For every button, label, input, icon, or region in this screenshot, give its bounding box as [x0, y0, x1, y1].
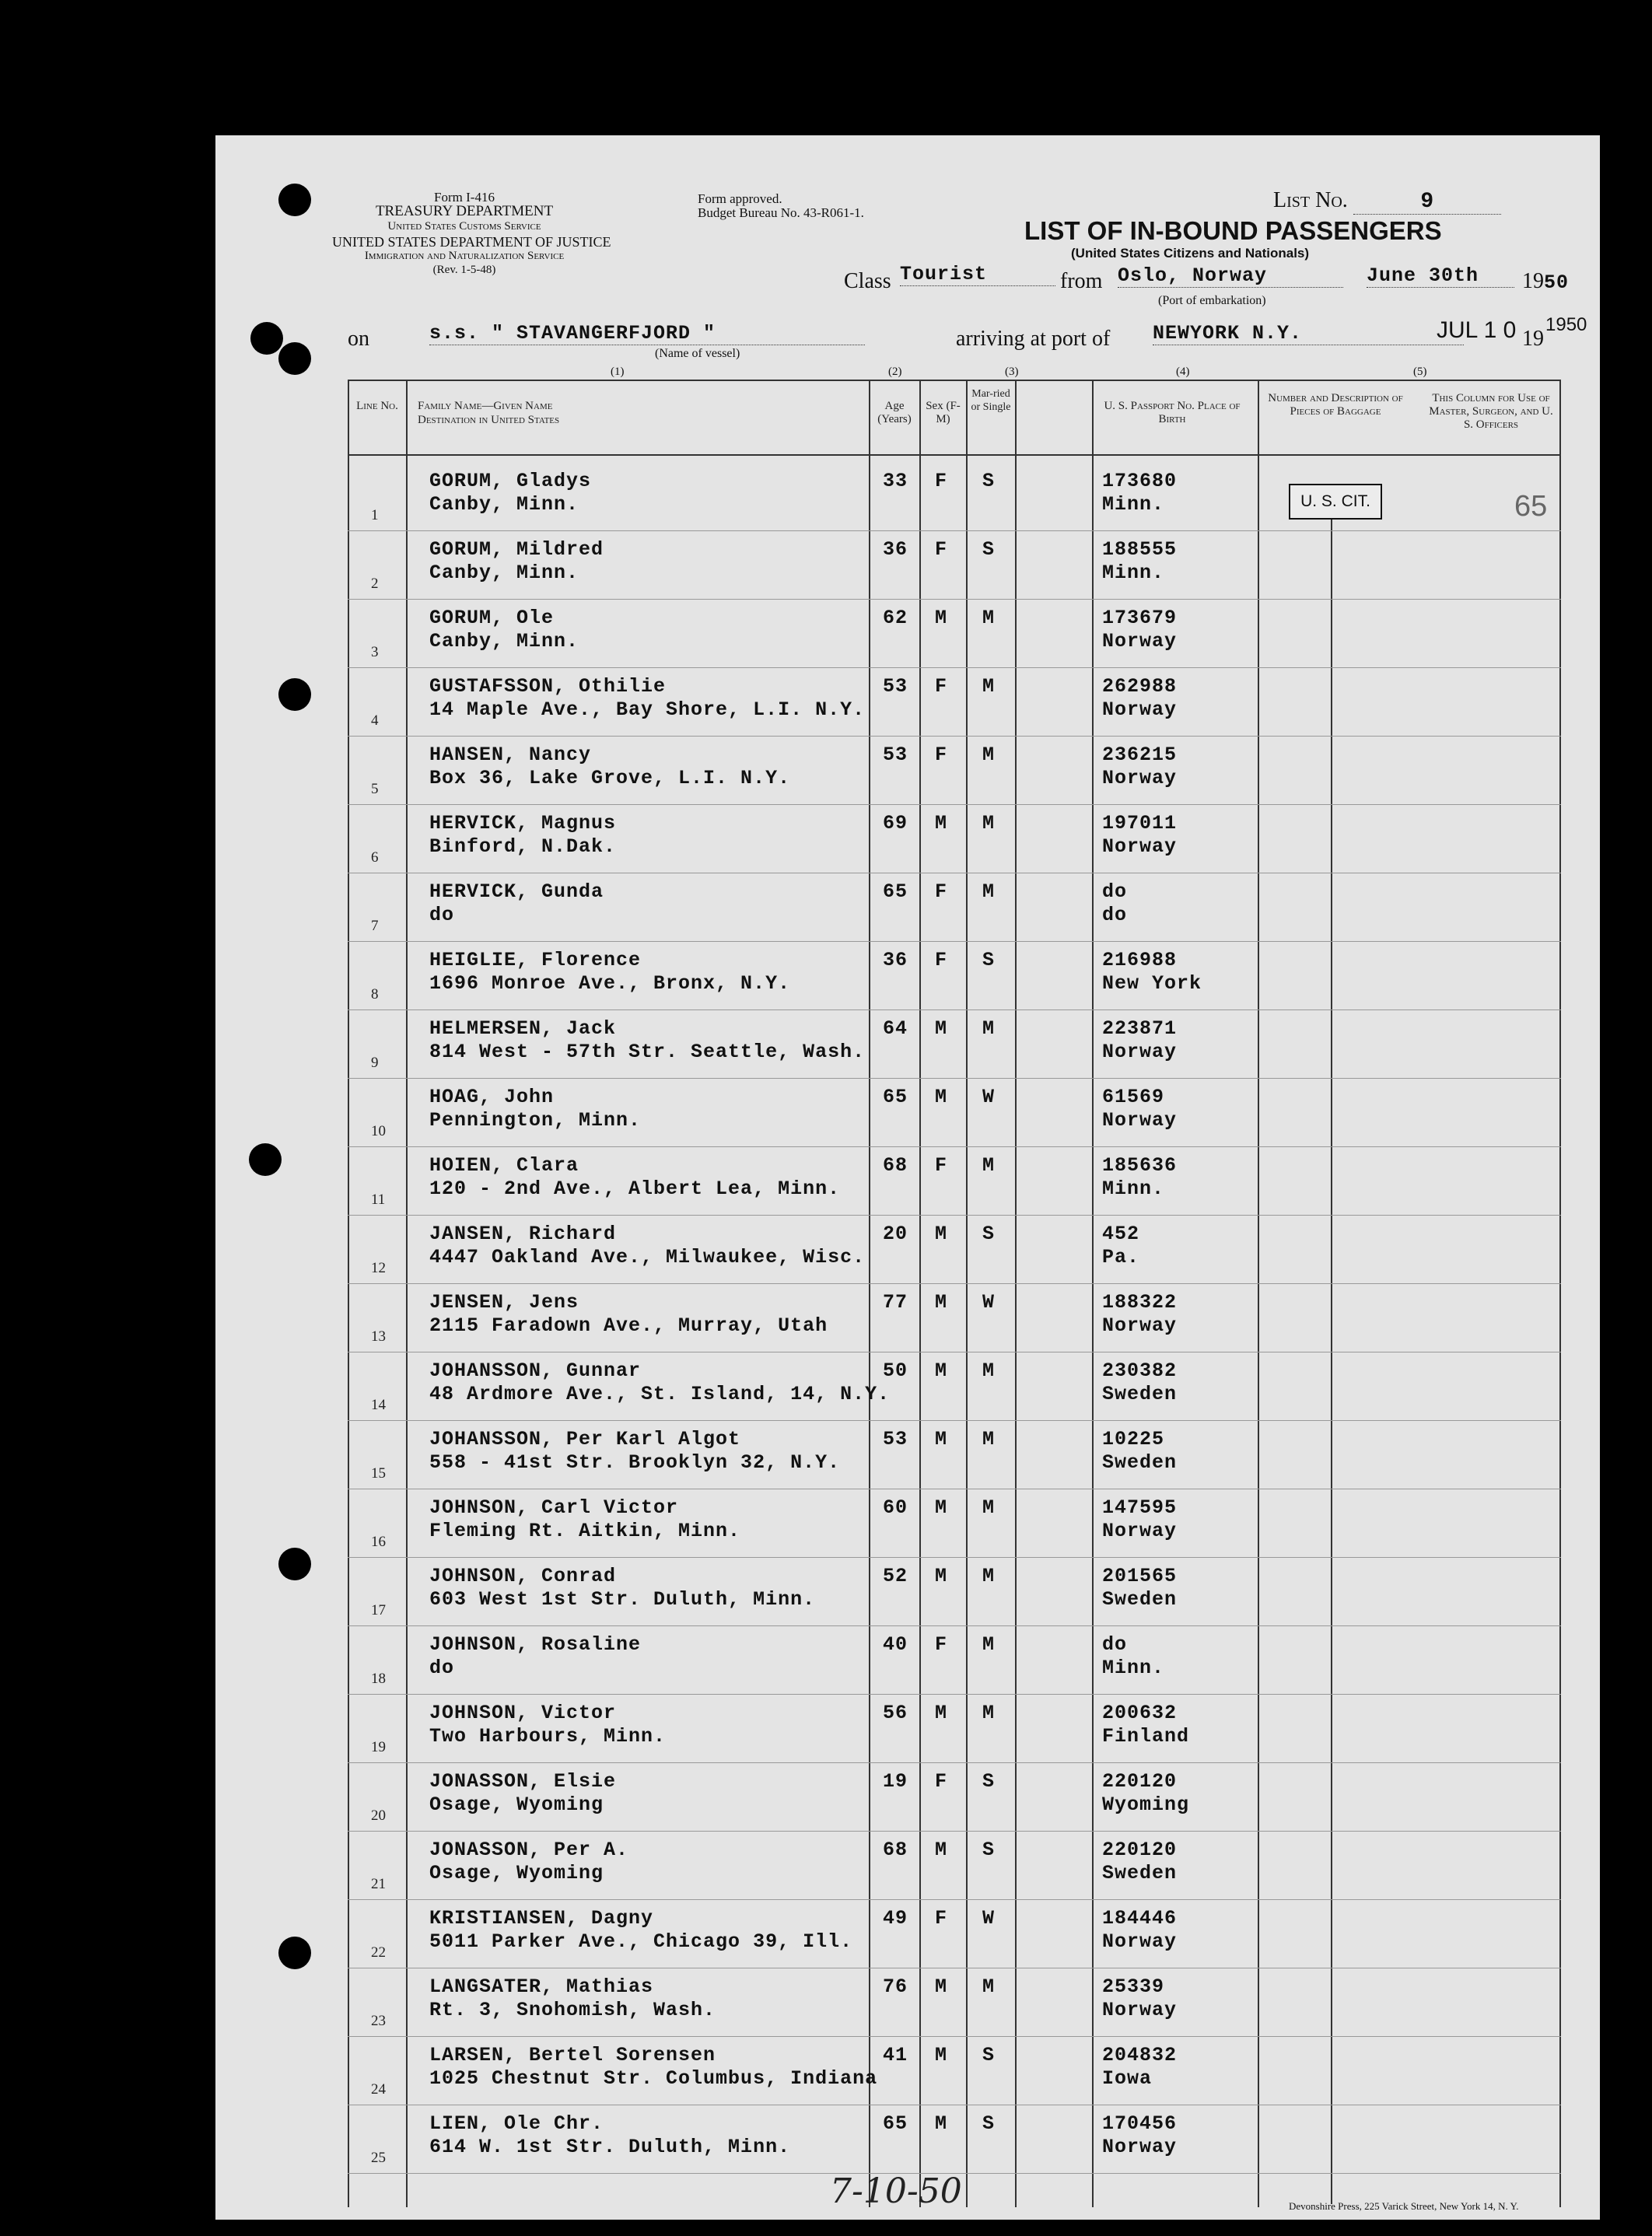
passenger-age: 53 — [883, 744, 908, 766]
passenger-sex: M — [935, 2044, 948, 2066]
binder-hole — [278, 342, 311, 375]
row-divider — [348, 941, 1561, 942]
passenger-marital-status: W — [982, 1086, 996, 1108]
col-number-4: (4) — [1176, 366, 1190, 378]
row-divider — [348, 667, 1561, 668]
embarkation-caption: (Port of embarkation) — [1158, 294, 1266, 307]
row-divider — [348, 1078, 1561, 1079]
passenger-age: 52 — [883, 1565, 908, 1587]
officer-handline — [1331, 516, 1332, 2204]
place-of-birth: New York — [1102, 972, 1202, 995]
line-number: 18 — [371, 1671, 386, 1687]
col-header-passport: U. S. Passport No. Place of Birth — [1104, 400, 1241, 425]
place-of-birth: Minn. — [1102, 1657, 1165, 1679]
passenger-sex: M — [935, 607, 948, 629]
passenger-destination: 1696 Monroe Ave., Bronx, N.Y. — [429, 972, 791, 995]
arrival-port: NEWYORK N.Y. — [1153, 322, 1464, 345]
line-number: 19 — [371, 1739, 386, 1755]
row-divider — [348, 736, 1561, 737]
passenger-destination: 814 West - 57th Str. Seattle, Wash. — [429, 1041, 866, 1063]
passenger-sex: M — [935, 1496, 948, 1519]
passenger-age: 68 — [883, 1154, 908, 1177]
place-of-birth: Norway — [1102, 698, 1178, 721]
passenger-marital-status: M — [982, 675, 996, 698]
passport-number: 61569 — [1102, 1086, 1165, 1108]
passenger-sex: F — [935, 538, 948, 561]
passenger-age: 20 — [883, 1223, 908, 1245]
passenger-sex: M — [935, 1565, 948, 1587]
line-number: 3 — [371, 644, 379, 660]
line-number: 21 — [371, 1876, 386, 1892]
line-no-rule — [406, 380, 408, 2207]
list-number: List No. 9 — [1273, 188, 1501, 215]
passenger-marital-status: S — [982, 1770, 996, 1793]
passenger-destination: 14 Maple Ave., Bay Shore, L.I. N.Y. — [429, 698, 866, 721]
line-number: 22 — [371, 1944, 386, 1961]
row-divider — [348, 1215, 1561, 1216]
passenger-marital-status: S — [982, 2044, 996, 2066]
passenger-marital-status: M — [982, 1565, 996, 1587]
passenger-destination: 1025 Chestnut Str. Columbus, Indiana — [429, 2067, 878, 2090]
passenger-age: 62 — [883, 607, 908, 629]
line-number: 15 — [371, 1465, 386, 1482]
passport-number: do — [1102, 880, 1128, 903]
passport-number: 262988 — [1102, 675, 1178, 698]
table-left-rule — [348, 380, 349, 2207]
arrival-date-stamp: JUL 1 0 — [1437, 317, 1517, 343]
passenger-sex: M — [935, 1017, 948, 1040]
col-header-baggage: Number and Description of Pieces of Baggage — [1268, 392, 1403, 418]
passenger-sex: F — [935, 675, 948, 698]
form-number: Form I-416 — [434, 190, 495, 205]
passenger-sex: F — [935, 1154, 948, 1177]
line-number: 6 — [371, 849, 379, 866]
passenger-marital-status: M — [982, 880, 996, 903]
row-divider — [348, 1899, 1561, 1900]
line-number: 11 — [371, 1191, 386, 1208]
place-of-birth: Minn. — [1102, 493, 1165, 516]
passenger-name: GORUM, Mildred — [429, 538, 604, 561]
col-number-1: (1) — [611, 366, 625, 378]
class-value: Tourist — [900, 263, 1055, 286]
passenger-marital-status: M — [982, 744, 996, 766]
passenger-name: LARSEN, Bertel Sorensen — [429, 2044, 716, 2066]
place-of-birth: Finland — [1102, 1725, 1190, 1748]
passenger-marital-status: M — [982, 1496, 996, 1519]
passenger-sex: M — [935, 1291, 948, 1314]
arrival-year: 1950 — [1545, 314, 1587, 335]
passenger-sex: M — [935, 1975, 948, 1998]
place-of-birth: Minn. — [1102, 562, 1165, 584]
passenger-destination: Osage, Wyoming — [429, 1862, 604, 1884]
passenger-age: 60 — [883, 1496, 908, 1519]
passenger-age: 77 — [883, 1291, 908, 1314]
place-of-birth: Iowa — [1102, 2067, 1153, 2090]
passenger-age: 41 — [883, 2044, 908, 2066]
passenger-name: JOHNSON, Conrad — [429, 1565, 617, 1587]
binder-hole — [278, 1548, 311, 1580]
row-divider — [348, 1420, 1561, 1421]
passport-number: 216988 — [1102, 949, 1178, 971]
passenger-name: JOHNSON, Carl Victor — [429, 1496, 679, 1519]
passenger-name: HERVICK, Magnus — [429, 812, 617, 835]
passenger-sex: M — [935, 812, 948, 835]
row-divider — [348, 804, 1561, 805]
passport-number: 173679 — [1102, 607, 1178, 629]
form-approved: Form approved. — [698, 191, 782, 206]
line-number: 2 — [371, 576, 379, 592]
row-divider — [348, 2036, 1561, 2037]
line-number: 4 — [371, 712, 379, 729]
col-number-3: (3) — [1005, 366, 1019, 378]
treasury-dept: TREASURY DEPARTMENT — [375, 203, 554, 219]
passenger-name: LANGSATER, Mathias — [429, 1975, 654, 1998]
passport-number: 201565 — [1102, 1565, 1178, 1587]
passenger-name: HELMERSEN, Jack — [429, 1017, 617, 1040]
col-number-5: (5) — [1413, 366, 1427, 378]
passenger-name: JOHANSSON, Per Karl Algot — [429, 1428, 741, 1450]
passport-number: 10225 — [1102, 1428, 1165, 1450]
passenger-list-form — [215, 135, 1600, 2220]
passport-number: 223871 — [1102, 1017, 1178, 1040]
passenger-destination: Pennington, Minn. — [429, 1109, 642, 1132]
passenger-age: 49 — [883, 1907, 908, 1930]
class-label: Class — [844, 269, 891, 293]
place-of-birth: Norway — [1102, 835, 1178, 858]
binder-hole — [249, 1143, 282, 1176]
page-subtitle: (United States Citizens and Nationals) — [1071, 246, 1310, 261]
age-rule — [919, 380, 921, 2207]
line-number: 16 — [371, 1534, 386, 1550]
place-of-birth: do — [1102, 904, 1128, 926]
col-header-married: Mar-ried or Single — [971, 388, 1011, 413]
passport-number: 452 — [1102, 1223, 1140, 1245]
arrival-year-prefix: 19 — [1522, 327, 1544, 351]
port-of-embarkation: Oslo, Norway — [1118, 264, 1343, 288]
passenger-destination: 5011 Parker Ave., Chicago 39, Ill. — [429, 1930, 853, 1953]
passenger-sex: M — [935, 1702, 948, 1724]
passport-number: 188322 — [1102, 1291, 1178, 1314]
place-of-birth: Norway — [1102, 1999, 1178, 2021]
passport-number: 170456 — [1102, 2112, 1178, 2135]
passport-number: 197011 — [1102, 812, 1178, 835]
page-title: LIST OF IN-BOUND PASSENGERS — [1024, 216, 1442, 245]
line-number: 25 — [371, 2150, 386, 2166]
passport-number: 184446 — [1102, 1907, 1178, 1930]
passport-rule — [1092, 380, 1094, 2207]
line-number: 8 — [371, 986, 379, 1003]
table-right-rule — [1559, 380, 1561, 2207]
budget-bureau: Budget Bureau No. 43-R061-1. — [698, 205, 864, 220]
passenger-marital-status: M — [982, 1633, 996, 1656]
place-of-birth: Norway — [1102, 1930, 1178, 1953]
col-header-name: Family Name—Given Name — [418, 400, 553, 412]
line-number: 1 — [371, 507, 379, 523]
passenger-sex: F — [935, 1633, 948, 1656]
row-divider — [348, 1146, 1561, 1147]
row-divider — [348, 1762, 1561, 1763]
line-number: 23 — [371, 2013, 386, 2029]
passenger-name: JENSEN, Jens — [429, 1291, 579, 1314]
place-of-birth: Norway — [1102, 1109, 1178, 1132]
place-of-birth: Minn. — [1102, 1177, 1165, 1200]
table-header-rule — [348, 454, 1561, 456]
passenger-name: HANSEN, Nancy — [429, 744, 592, 766]
passenger-marital-status: M — [982, 1702, 996, 1724]
passenger-sex: M — [935, 1223, 948, 1245]
table-top-rule — [348, 380, 1561, 381]
col-header-sex: Sex (F-M) — [926, 400, 961, 425]
passport-number: 173680 — [1102, 470, 1178, 492]
passenger-name: JOHANSSON, Gunnar — [429, 1359, 642, 1382]
passenger-marital-status: M — [982, 1359, 996, 1382]
passport-number: 200632 — [1102, 1702, 1178, 1724]
passenger-name: LIEN, Ole Chr. — [429, 2112, 604, 2135]
passenger-age: 36 — [883, 949, 908, 971]
passenger-age: 53 — [883, 1428, 908, 1450]
passenger-marital-status: S — [982, 470, 996, 492]
passenger-age: 68 — [883, 1839, 908, 1861]
place-of-birth: Sweden — [1102, 1383, 1178, 1405]
passenger-destination: 48 Ardmore Ave., St. Island, 14, N.Y. — [429, 1383, 891, 1405]
passenger-name: GUSTAFSSON, Othilie — [429, 675, 667, 698]
row-divider — [348, 530, 1561, 531]
row-divider — [348, 1625, 1561, 1626]
place-of-birth: Sweden — [1102, 1588, 1178, 1611]
passenger-marital-status: M — [982, 1154, 996, 1177]
passenger-marital-status: S — [982, 538, 996, 561]
passenger-destination: 603 West 1st Str. Duluth, Minn. — [429, 1588, 816, 1611]
printer-imprint: Devonshire Press, 225 Varick Street, New York 14, N. Y. — [1289, 2200, 1519, 2212]
passenger-marital-status: M — [982, 1428, 996, 1450]
departure-year: 1950 — [1522, 269, 1570, 294]
passenger-name: HOAG, John — [429, 1086, 555, 1108]
place-of-birth: Sweden — [1102, 1451, 1178, 1474]
passenger-sex: M — [935, 1839, 948, 1861]
passport-number: 25339 — [1102, 1975, 1165, 1998]
passenger-sex: F — [935, 470, 948, 492]
place-of-birth: Norway — [1102, 630, 1178, 653]
passenger-marital-status: M — [982, 1975, 996, 1998]
line-number: 9 — [371, 1055, 379, 1071]
passenger-destination: Fleming Rt. Aitkin, Minn. — [429, 1520, 741, 1542]
passenger-destination: Canby, Minn. — [429, 562, 579, 584]
passenger-destination: 2115 Faradown Ave., Murray, Utah — [429, 1314, 828, 1337]
col-header-age: Age (Years) — [877, 400, 912, 425]
passenger-destination: Box 36, Lake Grove, L.I. N.Y. — [429, 767, 791, 789]
passenger-destination: Canby, Minn. — [429, 630, 579, 653]
passenger-destination: do — [429, 1657, 455, 1679]
passenger-name: GORUM, Gladys — [429, 470, 592, 492]
passenger-name: JONASSON, Per A. — [429, 1839, 629, 1861]
passenger-destination: 4447 Oakland Ave., Milwaukee, Wisc. — [429, 1246, 866, 1268]
passport-number: 230382 — [1102, 1359, 1178, 1382]
passenger-marital-status: M — [982, 1017, 996, 1040]
passenger-age: 33 — [883, 470, 908, 492]
handwritten-date: 7-10-50 — [830, 2171, 962, 2211]
passenger-age: 65 — [883, 880, 908, 903]
revision: (Rev. 1-5-48) — [432, 264, 496, 276]
passenger-name: JONASSON, Elsie — [429, 1770, 617, 1793]
passport-number: 147595 — [1102, 1496, 1178, 1519]
passenger-name: KRISTIANSEN, Dagny — [429, 1907, 654, 1930]
us-citizen-stamp: U. S. CIT. — [1289, 484, 1382, 520]
passenger-age: 64 — [883, 1017, 908, 1040]
passenger-age: 56 — [883, 1702, 908, 1724]
passenger-sex: F — [935, 880, 948, 903]
passenger-destination: Two Harbours, Minn. — [429, 1725, 667, 1748]
married-rule — [1015, 380, 1017, 2207]
passenger-marital-status: S — [982, 1839, 996, 1861]
line-number: 17 — [371, 1602, 386, 1618]
passenger-age: 69 — [883, 812, 908, 835]
binder-hole — [250, 322, 283, 355]
passenger-destination: 614 W. 1st Str. Duluth, Minn. — [429, 2136, 791, 2158]
place-of-birth: Norway — [1102, 2136, 1178, 2158]
binder-hole — [278, 184, 311, 216]
vessel-caption: (Name of vessel) — [655, 347, 740, 360]
col-number-2: (2) — [888, 366, 902, 378]
page-count-number: 65 — [1514, 490, 1548, 523]
binder-hole — [278, 1937, 311, 1969]
passenger-sex: F — [935, 949, 948, 971]
line-number: 20 — [371, 1807, 386, 1824]
place-of-birth: Norway — [1102, 1041, 1178, 1063]
binder-hole — [278, 678, 311, 711]
passenger-age: 50 — [883, 1359, 908, 1382]
place-of-birth: Sweden — [1102, 1862, 1178, 1884]
baggage-rule — [1258, 380, 1259, 2207]
passenger-name: GORUM, Ole — [429, 607, 555, 629]
line-number: 10 — [371, 1123, 386, 1139]
arriving-label: arriving at port of — [956, 327, 1111, 351]
passenger-marital-status: S — [982, 1223, 996, 1245]
passenger-marital-status: M — [982, 812, 996, 835]
departure-date: June 30th — [1367, 264, 1514, 288]
place-of-birth: Norway — [1102, 767, 1178, 789]
sex-rule — [966, 380, 968, 2207]
vessel-name: s.s. " STAVANGERFJORD " — [429, 322, 865, 345]
passenger-destination: Canby, Minn. — [429, 493, 579, 516]
passenger-name: HOIEN, Clara — [429, 1154, 579, 1177]
passenger-name: JANSEN, Richard — [429, 1223, 617, 1245]
passenger-sex: M — [935, 1359, 948, 1382]
place-of-birth: Norway — [1102, 1314, 1178, 1337]
line-number: 5 — [371, 781, 379, 797]
passenger-sex: M — [935, 1428, 948, 1450]
passport-number: 220120 — [1102, 1770, 1178, 1793]
passport-number: 236215 — [1102, 744, 1178, 766]
passenger-sex: F — [935, 744, 948, 766]
line-number: 24 — [371, 2081, 386, 2098]
col-header-officers: This Column for Use of Master, Surgeon, and U. S. Officers — [1429, 392, 1553, 431]
passenger-marital-status: M — [982, 607, 996, 629]
passenger-age: 19 — [883, 1770, 908, 1793]
row-divider — [348, 1557, 1561, 1558]
row-divider — [348, 1694, 1561, 1695]
line-number: 13 — [371, 1328, 386, 1345]
from-label: from — [1060, 269, 1103, 293]
passenger-sex: F — [935, 1770, 948, 1793]
passenger-marital-status: S — [982, 949, 996, 971]
passenger-sex: M — [935, 2112, 948, 2135]
line-number: 7 — [371, 918, 379, 934]
row-divider — [348, 1283, 1561, 1284]
passport-number: 185636 — [1102, 1154, 1178, 1177]
passenger-destination: Binford, N.Dak. — [429, 835, 617, 858]
passenger-age: 53 — [883, 675, 908, 698]
passport-number: 188555 — [1102, 538, 1178, 561]
line-number: 12 — [371, 1260, 386, 1276]
justice-dept: UNITED STATES DEPARTMENT OF JUSTICE — [332, 234, 611, 250]
passport-number: 204832 — [1102, 2044, 1178, 2066]
passenger-age: 40 — [883, 1633, 908, 1656]
passenger-destination: Osage, Wyoming — [429, 1793, 604, 1816]
row-divider — [348, 599, 1561, 600]
passenger-marital-status: W — [982, 1907, 996, 1930]
passport-number: 220120 — [1102, 1839, 1178, 1861]
passenger-age: 36 — [883, 538, 908, 561]
passenger-destination: do — [429, 904, 455, 926]
immigration-service: Immigration and Naturalization Service — [364, 250, 565, 262]
place-of-birth: Pa. — [1102, 1246, 1140, 1268]
row-divider — [348, 1831, 1561, 1832]
passenger-name: JOHNSON, Victor — [429, 1702, 617, 1724]
passenger-age: 65 — [883, 1086, 908, 1108]
passenger-destination: Rt. 3, Snohomish, Wash. — [429, 1999, 716, 2021]
passenger-sex: M — [935, 1086, 948, 1108]
customs-service: United States Customs Service — [387, 220, 541, 233]
place-of-birth: Norway — [1102, 1520, 1178, 1542]
on-label: on — [348, 327, 369, 351]
passenger-destination: 120 - 2nd Ave., Albert Lea, Minn. — [429, 1177, 841, 1200]
passenger-name: JOHNSON, Rosaline — [429, 1633, 642, 1656]
col-header-line: Line No. — [356, 400, 398, 412]
passenger-age: 65 — [883, 2112, 908, 2135]
passenger-name: HEIGLIE, Florence — [429, 949, 642, 971]
name-rule — [869, 380, 870, 2207]
passenger-sex: F — [935, 1907, 948, 1930]
passenger-age: 76 — [883, 1975, 908, 1998]
col-header-destination: Destination in United States — [418, 414, 560, 426]
place-of-birth: Wyoming — [1102, 1793, 1190, 1816]
passenger-name: HERVICK, Gunda — [429, 880, 604, 903]
passport-number: do — [1102, 1633, 1128, 1656]
passenger-marital-status: S — [982, 2112, 996, 2135]
passenger-marital-status: W — [982, 1291, 996, 1314]
passenger-destination: 558 - 41st Str. Brooklyn 32, N.Y. — [429, 1451, 841, 1474]
line-number: 14 — [371, 1397, 386, 1413]
